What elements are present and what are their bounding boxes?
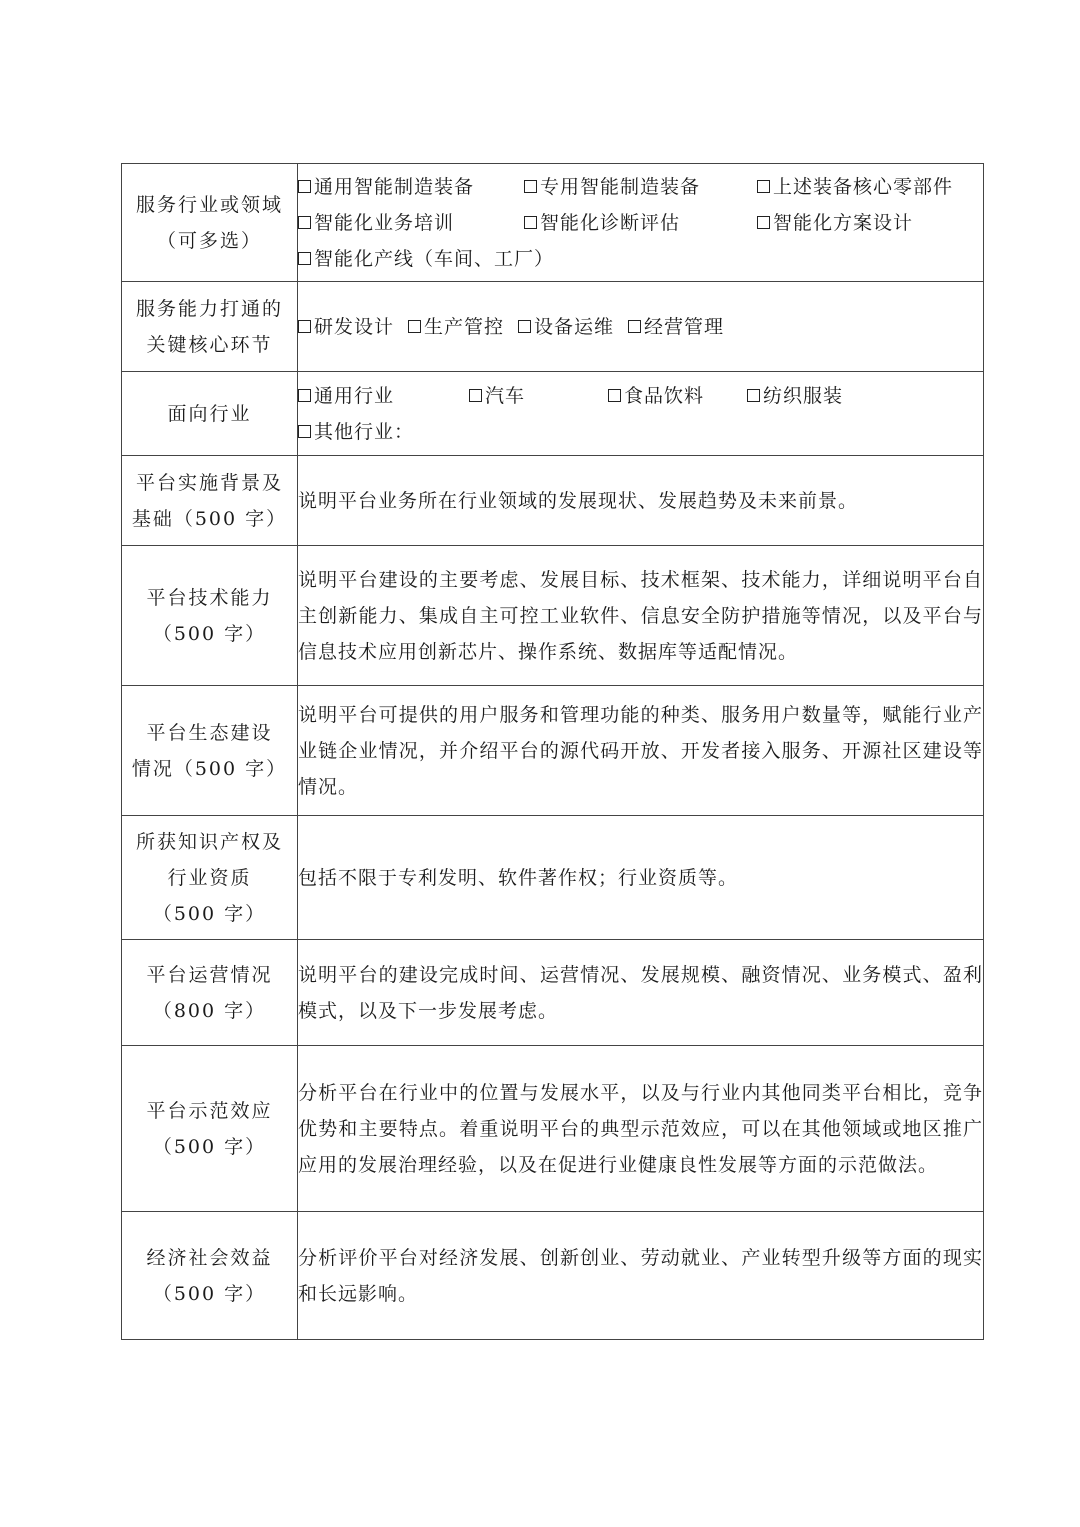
row-background: [122, 456, 984, 546]
label-line: 关键核心环节: [146, 333, 273, 356]
checkbox-icon[interactable]: [469, 389, 482, 402]
row-label: [122, 1046, 298, 1212]
label-line: 平台生态建设: [146, 721, 273, 744]
checkbox-icon[interactable]: [757, 180, 770, 193]
checkbox-icon[interactable]: [628, 320, 641, 333]
row-tech-capability: [122, 546, 984, 686]
option-textile-apparel[interactable]: [747, 378, 947, 414]
row-label: [122, 1212, 298, 1340]
label-line: 基础（500 字）: [131, 507, 288, 530]
row-target-industry: [122, 372, 984, 456]
row-description: 包括不限于专利发明、软件著作权；行业资质等。: [298, 816, 984, 940]
option-general-equipment[interactable]: [298, 169, 524, 205]
label-line: 行业资质: [167, 866, 252, 889]
row-description: 说明平台可提供的用户服务和管理功能的种类、服务用户数量等，赋能行业产业链企业情况，并介绍平台的源代码开放、开发者接入服务、开源社区建设等情况。: [298, 686, 984, 816]
checkbox-icon[interactable]: [298, 320, 311, 333]
checkbox-group-target-industry: [298, 378, 983, 450]
row-label: [122, 940, 298, 1046]
option-production-control[interactable]: [408, 309, 504, 345]
checkbox-icon[interactable]: [408, 320, 421, 333]
option-label: 生产管控: [424, 315, 505, 338]
label-line: 情况（500 字）: [131, 757, 288, 780]
checkbox-icon[interactable]: [524, 180, 537, 193]
label-line: （500 字）: [152, 1282, 267, 1305]
option-automotive[interactable]: [469, 378, 608, 414]
label-line: （500 字）: [152, 622, 267, 645]
option-training[interactable]: [298, 205, 524, 241]
row-description: 说明平台业务所在行业领域的发展现状、发展趋势及未来前景。: [298, 456, 984, 546]
option-production-line[interactable]: [298, 241, 983, 277]
option-equipment-maintenance[interactable]: [518, 309, 614, 345]
label-line: 平台技术能力: [146, 586, 273, 609]
row-content: [298, 372, 984, 456]
row-label: [122, 456, 298, 546]
option-general-industry[interactable]: [298, 378, 469, 414]
row-description: 说明平台的建设完成时间、运营情况、发展规模、融资情况、业务模式、盈利模式，以及下一步发展考虑。: [298, 940, 984, 1046]
row-key-links: [122, 282, 984, 372]
checkbox-icon[interactable]: [518, 320, 531, 333]
label-line: 面向行业: [167, 402, 252, 425]
option-solution-design[interactable]: [757, 205, 983, 241]
option-rd-design[interactable]: [298, 309, 394, 345]
option-label: 智能化业务培训: [314, 211, 455, 234]
row-description: 分析评价平台对经济发展、创新创业、劳动就业、产业转型升级等方面的现实和长远影响。: [298, 1212, 984, 1340]
option-label: 专用智能制造装备: [540, 175, 701, 198]
label-line: 平台实施背景及: [135, 471, 283, 494]
option-label: 食品饮料: [624, 384, 705, 407]
option-special-equipment[interactable]: [524, 169, 757, 205]
option-label: 通用智能制造装备: [314, 175, 475, 198]
checkbox-icon[interactable]: [298, 216, 311, 229]
label-line: 平台运营情况: [146, 963, 273, 986]
row-ecosystem: [122, 686, 984, 816]
option-label: 智能化方案设计: [772, 211, 913, 234]
label-line: 服务能力打通的: [135, 297, 283, 320]
checkbox-icon[interactable]: [608, 389, 621, 402]
row-description: 分析平台在行业中的位置与发展水平，以及与行业内其他同类平台相比，竞争优势和主要特点。着重说明平台的典型示范效应，可以在其他领域或地区推广应用的发展治理经验，以及在促进行业健康良性发展等方面的示范做法。: [298, 1046, 984, 1212]
label-line: （800 字）: [152, 999, 267, 1022]
row-label: [122, 686, 298, 816]
label-line: 服务行业或领域: [135, 193, 283, 216]
row-ip-qualification: [122, 816, 984, 940]
option-core-components[interactable]: [757, 169, 983, 205]
option-label: 汽车: [485, 384, 526, 407]
checkbox-icon[interactable]: [298, 425, 311, 438]
row-operation: [122, 940, 984, 1046]
row-label: [122, 164, 298, 282]
checkbox-icon[interactable]: [524, 216, 537, 229]
option-label: 上述装备核心零部件: [772, 175, 953, 198]
checkbox-icon[interactable]: [298, 180, 311, 193]
option-label: 智能化诊断评估: [540, 211, 681, 234]
checkbox-group-service-domain: [298, 169, 983, 277]
checkbox-icon[interactable]: [747, 389, 760, 402]
option-label: 研发设计: [314, 315, 395, 338]
label-line: （500 字）: [152, 902, 267, 925]
row-content: [298, 282, 984, 372]
row-content: [298, 164, 984, 282]
option-food-beverage[interactable]: [608, 378, 747, 414]
label-line: 经济社会效益: [146, 1246, 273, 1269]
label-line: 平台示范效应: [146, 1099, 273, 1122]
option-label: 设备运维: [534, 315, 615, 338]
label-line: （可多选）: [156, 229, 262, 252]
option-label: 其他行业：: [314, 420, 415, 443]
row-socioeconomic: [122, 1212, 984, 1340]
row-demonstration: [122, 1046, 984, 1212]
option-other-industry[interactable]: [298, 414, 598, 450]
row-service-domain: [122, 164, 984, 282]
row-label: [122, 546, 298, 686]
checkbox-icon[interactable]: [757, 216, 770, 229]
option-operation-management[interactable]: [628, 309, 724, 345]
option-label: 纺织服装: [763, 384, 844, 407]
checkbox-group-key-links: [298, 309, 983, 345]
row-label: [122, 282, 298, 372]
option-label: 通用行业: [314, 384, 395, 407]
option-label: 智能化产线（车间、工厂）: [314, 247, 555, 270]
checkbox-icon[interactable]: [298, 389, 311, 402]
application-form-table: [121, 163, 984, 1340]
label-line: （500 字）: [152, 1135, 267, 1158]
label-line: 所获知识产权及: [135, 830, 283, 853]
option-label: 经营管理: [644, 315, 725, 338]
option-diagnosis[interactable]: [524, 205, 757, 241]
row-description: 说明平台建设的主要考虑、发展目标、技术框架、技术能力，详细说明平台自主创新能力、集成自主可控工业软件、信息安全防护措施等情况，以及平台与信息技术应用创新芯片、操作系统、数据库等适配情况。: [298, 546, 984, 686]
checkbox-icon[interactable]: [298, 252, 311, 265]
row-label: [122, 816, 298, 940]
row-label: [122, 372, 298, 456]
